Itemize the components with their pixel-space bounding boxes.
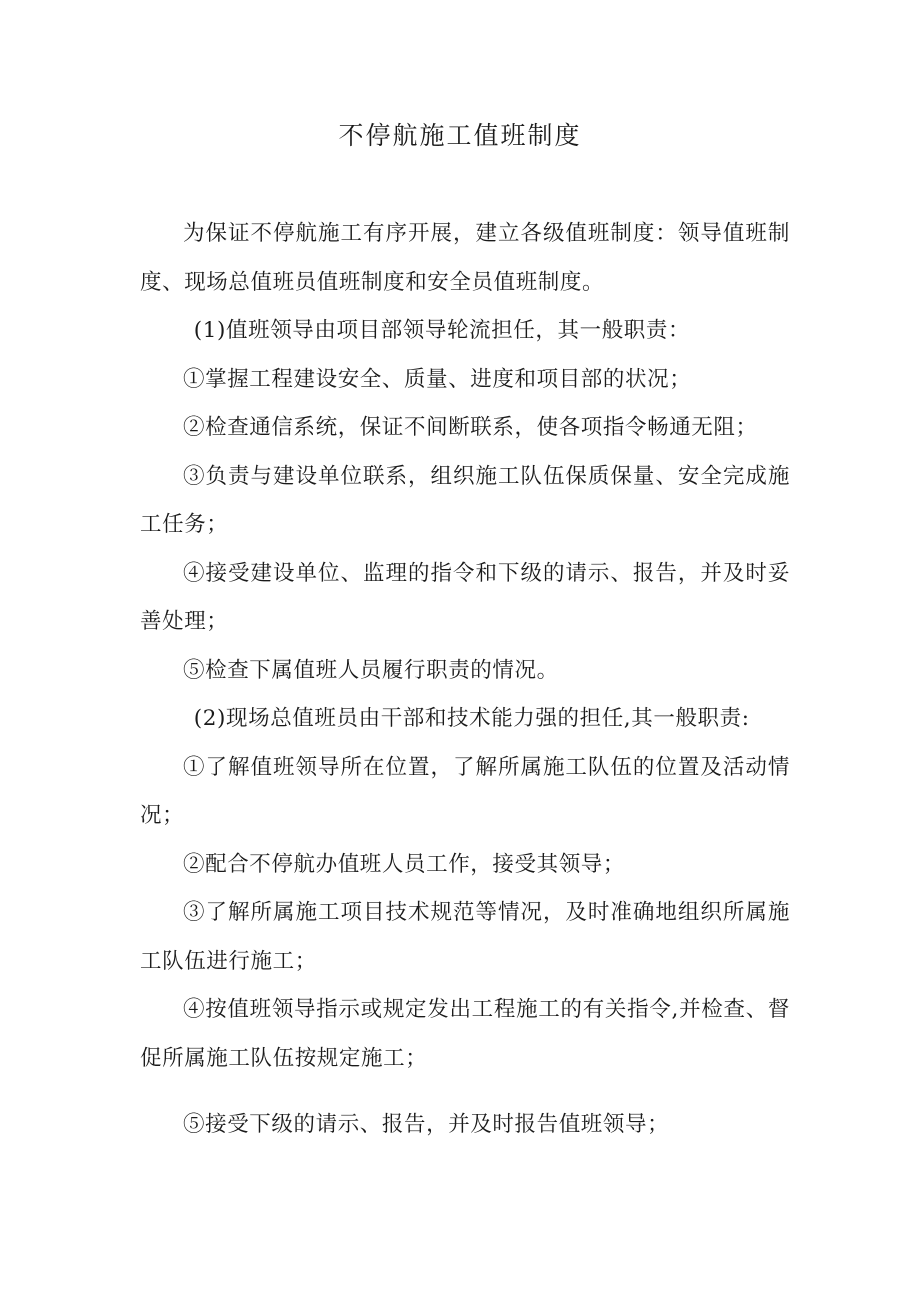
section-2-item-5: ⑤接受下级的请示、报告，并及时报告值班领导； [183, 1112, 670, 1137]
section-1-item-5: ⑤检查下属值班人员履行职责的情况。 [183, 657, 559, 683]
section-2-item-2: ②配合不停航办值班人员工作，接受其领导； [183, 851, 626, 877]
section-1-item-2: ②检查通信系统，保证不间断联系，使各项指令畅通无阻； [183, 415, 758, 440]
document-body [140, 210, 790, 1150]
section-1-item-1: ①掌握工程建设安全、质量、进度和项目部的状况； [183, 366, 692, 392]
section-1-item-4: ④接受建设单位、监理的指令和下级的请示、报告，并及时妥善处理； [140, 560, 790, 634]
section-2-heading: (2)现场总值班员由干部和技术能力强的担任,其一般职责: [193, 706, 750, 731]
section-2-item-4: ④按值班领导指示或规定发出工程施工的有关指令,并检查、督促所属施工队伍按规定施工； [140, 997, 790, 1071]
section-1-heading: (1)值班领导由项目部领导轮流担任，其一般职责： [193, 318, 691, 343]
document-title: 不停航施工值班制度 [338, 121, 582, 150]
intro-paragraph: 为保证不停航施工有序开展，建立各级值班制度：领导值班制度、现场总值班员值班制度和安全员值班制度。 [140, 221, 790, 295]
section-2-item-3: ③了解所属施工项目技术规范等情况，及时准确地组织所属施工队伍进行施工； [140, 900, 790, 974]
section-1-item-3: ③负责与建设单位联系，组织施工队伍保质保量、安全完成施工任务； [140, 463, 790, 537]
section-2-item-1: ①了解值班领导所在位置，了解所属施工队伍的位置及活动情况； [140, 754, 790, 828]
